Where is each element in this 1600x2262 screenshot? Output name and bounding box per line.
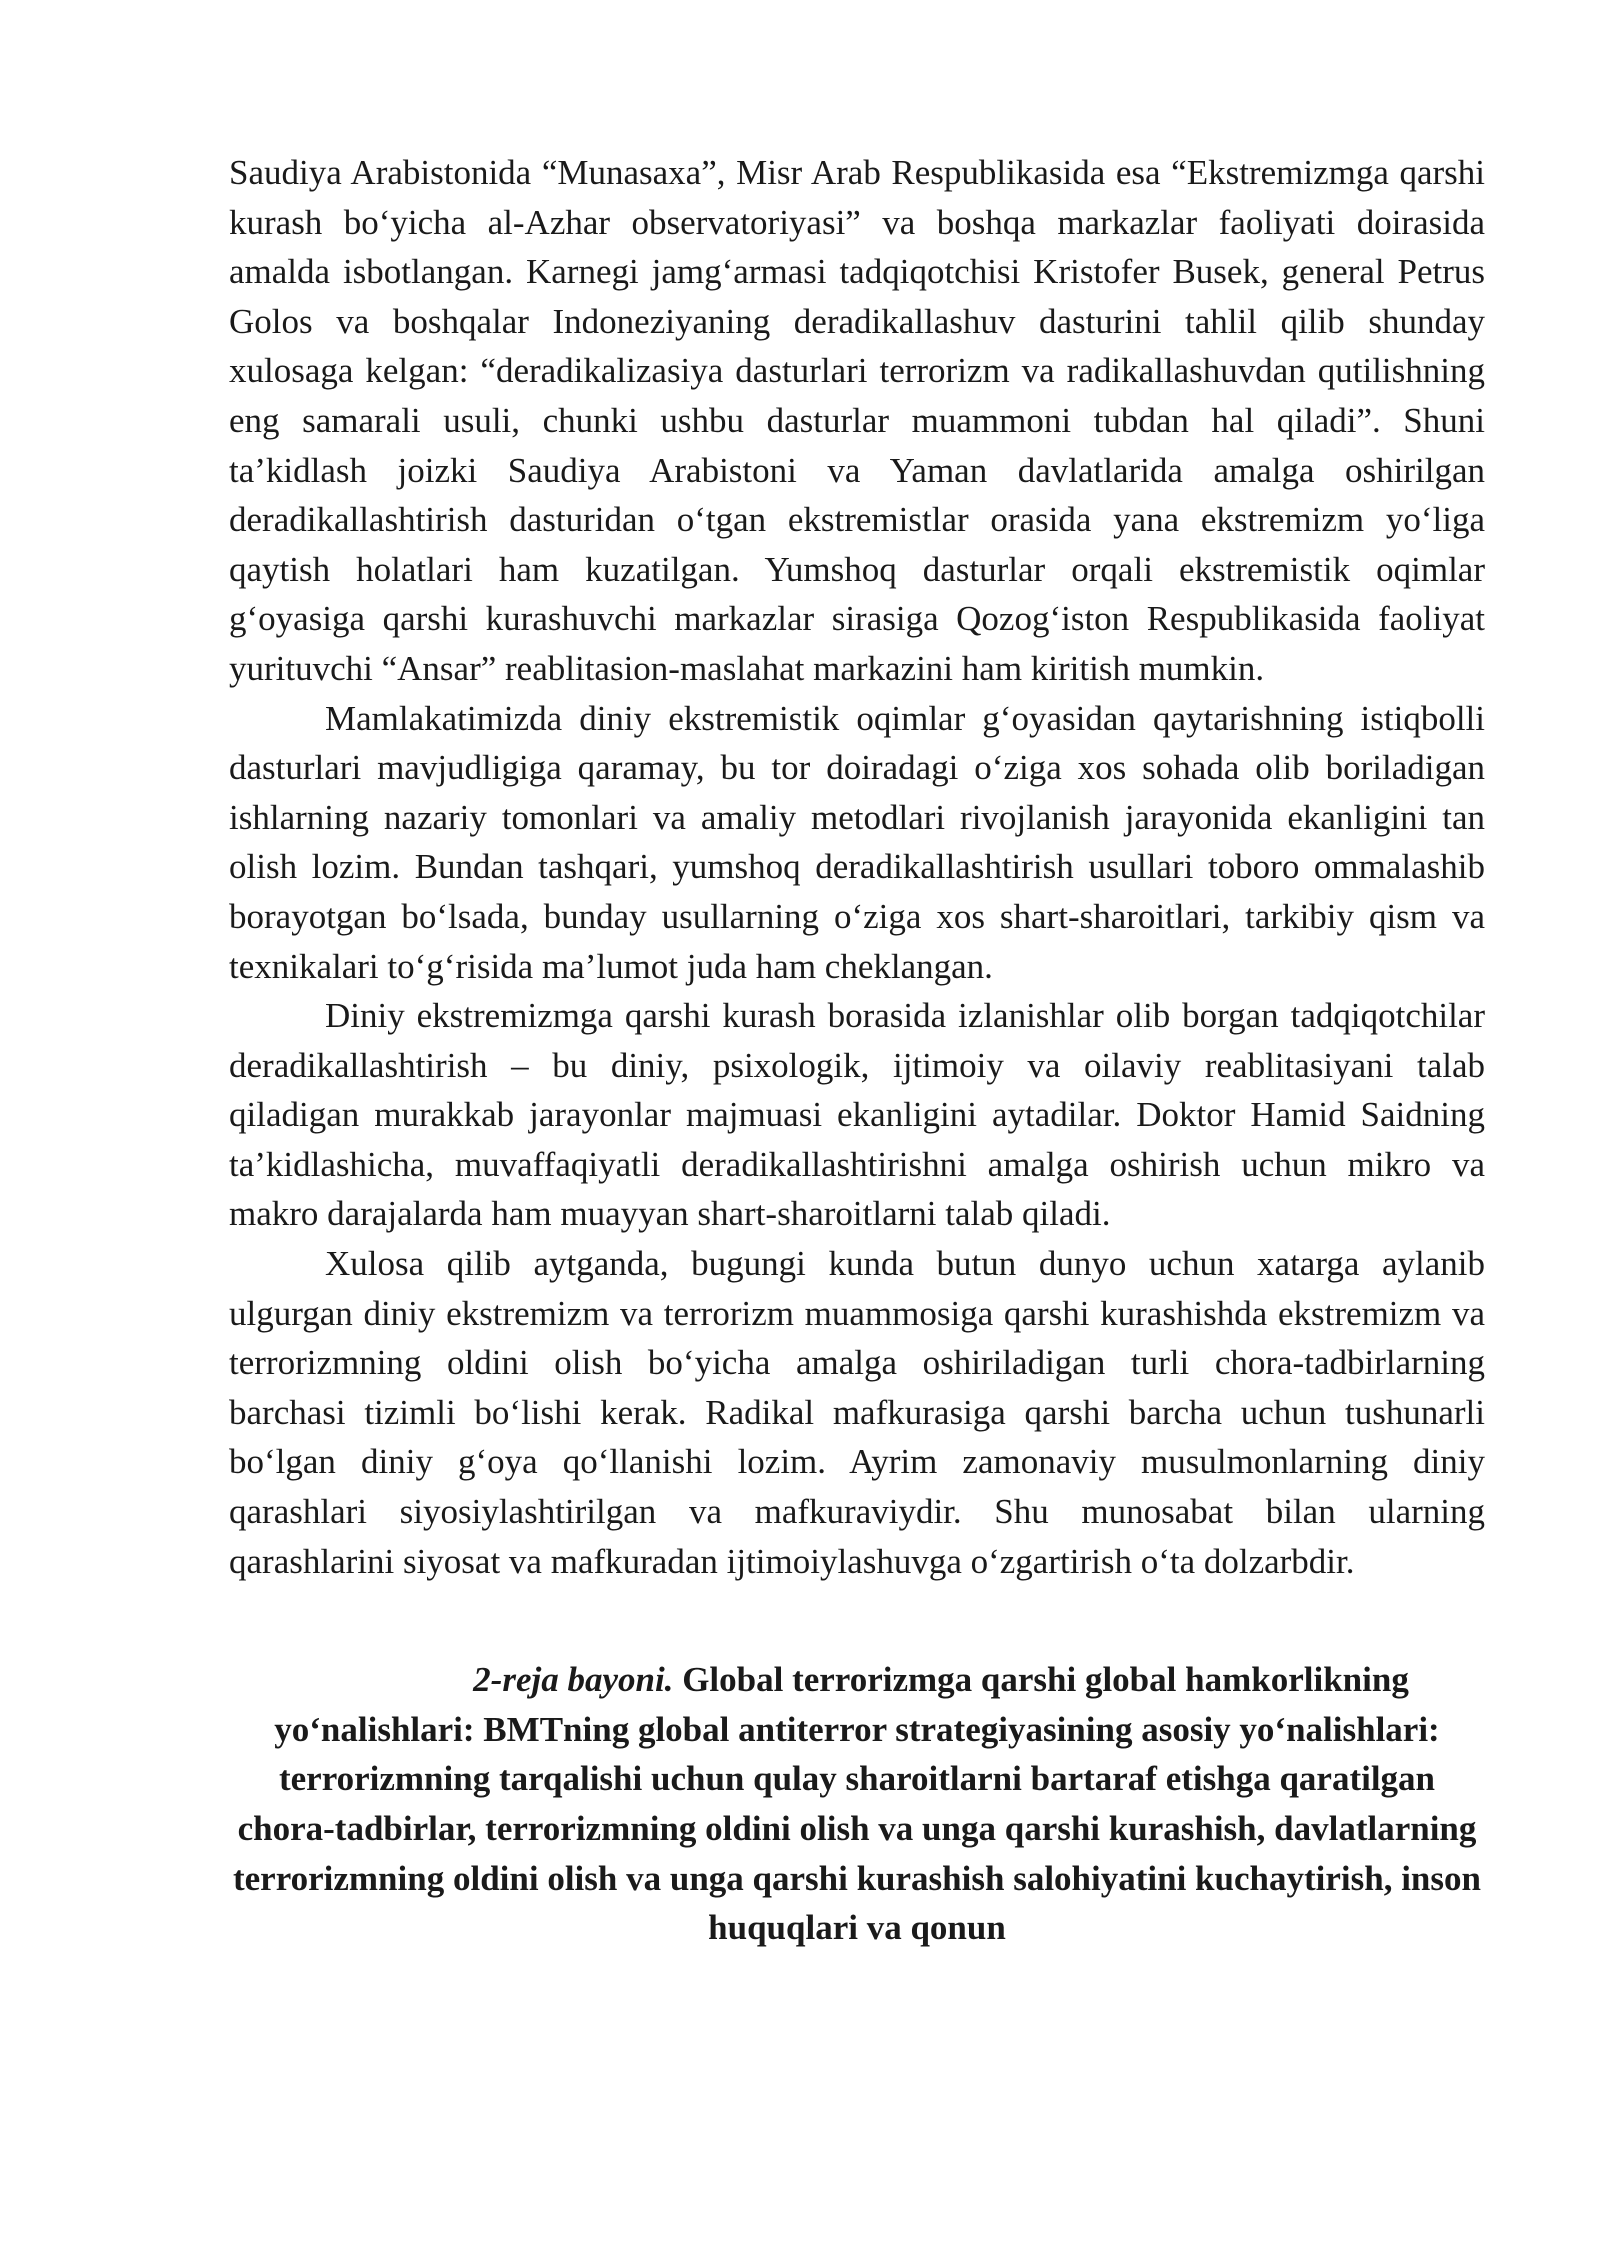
heading-text: Global terrorizmga qarshi global hamkorlikning yo‘nalishlari: BMTning global antiterror strategiyasining asosiy yo‘nalishlari: terrorizmning tarqalishi uchun qulay sharoitlarni bartaraf etishga qaratilgan chora-tadbirlar, terrorizmning oldini olish va unga qarshi kurashish, davlatlarning terrorizmning oldini olish va unga qarshi kurashish salohiyatini kuchaytirish, inson huquqlari va qonun bbox=[232, 1660, 1481, 1948]
section-heading bbox=[229, 1655, 1485, 1953]
paragraph-4: Xulosa qilib aytganda, bugungi kunda butun dunyo uchun xatarga aylanib ulgurgan diniy ekstremizm va terrorizm muammosiga qarshi kurashishda ekstremizm va terrorizmning oldini olish bo‘yicha amalga oshiriladigan turli chora-tadbirlarning barchasi tizimli bo‘lishi kerak. Radikal mafkurasiga qarshi barcha uchun tushunarli bo‘lgan diniy g‘oya qo‘llanishi lozim. Ayrim zamonaviy musulmonlarning diniy qarashlari siyosiylashtirilgan va mafkuraviydir. Shu munosabat bilan ularning qarashlarini siyosat va mafkuradan ijtimoiylashuvga o‘zgartirish o‘ta dolzarbdir. bbox=[229, 1244, 1485, 1581]
heading-label: 2-reja bayoni. bbox=[473, 1660, 674, 1700]
paragraph-2: Mamlakatimizda diniy ekstremistik oqimlar g‘oyasidan qaytarishning istiqbolli dasturlari mavjudligiga qaramay, bu tor doiradagi o‘ziga xos sohada olib boriladigan ishlarning nazariy tomonlari va amaliy metodlari rivojlanish jarayonida ekanligini tan olish lozim. Bundan tashqari, yumshoq deradikallashtirish usullari toboro ommalashib borayotgan bo‘lsada, bunday usullarning o‘ziga xos shart-sharoitlari, tarkibiy qism va texnikalari to‘g‘risida ma’lumot juda ham cheklangan. bbox=[229, 698, 1485, 986]
paragraph-1: Saudiya Arabistonida “Munasaxa”, Misr Arab Respublikasida esa “Ekstremizmga qarshi kurash bo‘yicha al-Azhar observatoriyasi” va boshqa markazlar faoliyati doirasida amalda isbotlangan. Karnegi jamg‘armasi tadqiqotchisi Kristofer Busek, general Petrus Golos va boshqalar Indoneziyaning deradikallashuv dasturini tahlil qilib shunday xulosaga kelgan: “deradikalizasiya dasturlari terrorizm va radikallashuvdan qutilishning eng samarali usuli, chunki ushbu dasturlar muammoni tubdan hal qiladi”. Shuni ta’kidlash joizki Saudiya Arabistoni va Yaman davlatlarida amalga oshirilgan deradikallashtirish dasturidan o‘tgan ekstremistlar orasida yana ekstremizm yo‘liga qaytish holatlari ham kuzatilgan. Yumshoq dasturlar orqali ekstremistik oqimlar g‘oyasiga qarshi kurashuvchi markazlar sirasiga Qozog‘iston Respublikasida faoliyat yurituvchi “Ansar” reablitasion-maslahat markazini ham kiritish mumkin. bbox=[229, 153, 1485, 688]
paragraph-3: Diniy ekstremizmga qarshi kurash borasida izlanishlar olib borgan tadqiqotchilar deradikallashtirish – bu diniy, psixologik, ijtimoiy va oilaviy reablitasiyani talab qiladigan murakkab jarayonlar majmuasi ekanligini aytadilar. Doktor Hamid Saidning ta’kidlashicha, muvaffaqiyatli deradikallashtirishni amalga oshirish uchun mikro va makro darajalarda ham muayyan shart-sharoitlarni talab qiladi. bbox=[229, 996, 1485, 1234]
document-page bbox=[229, 148, 1485, 1953]
